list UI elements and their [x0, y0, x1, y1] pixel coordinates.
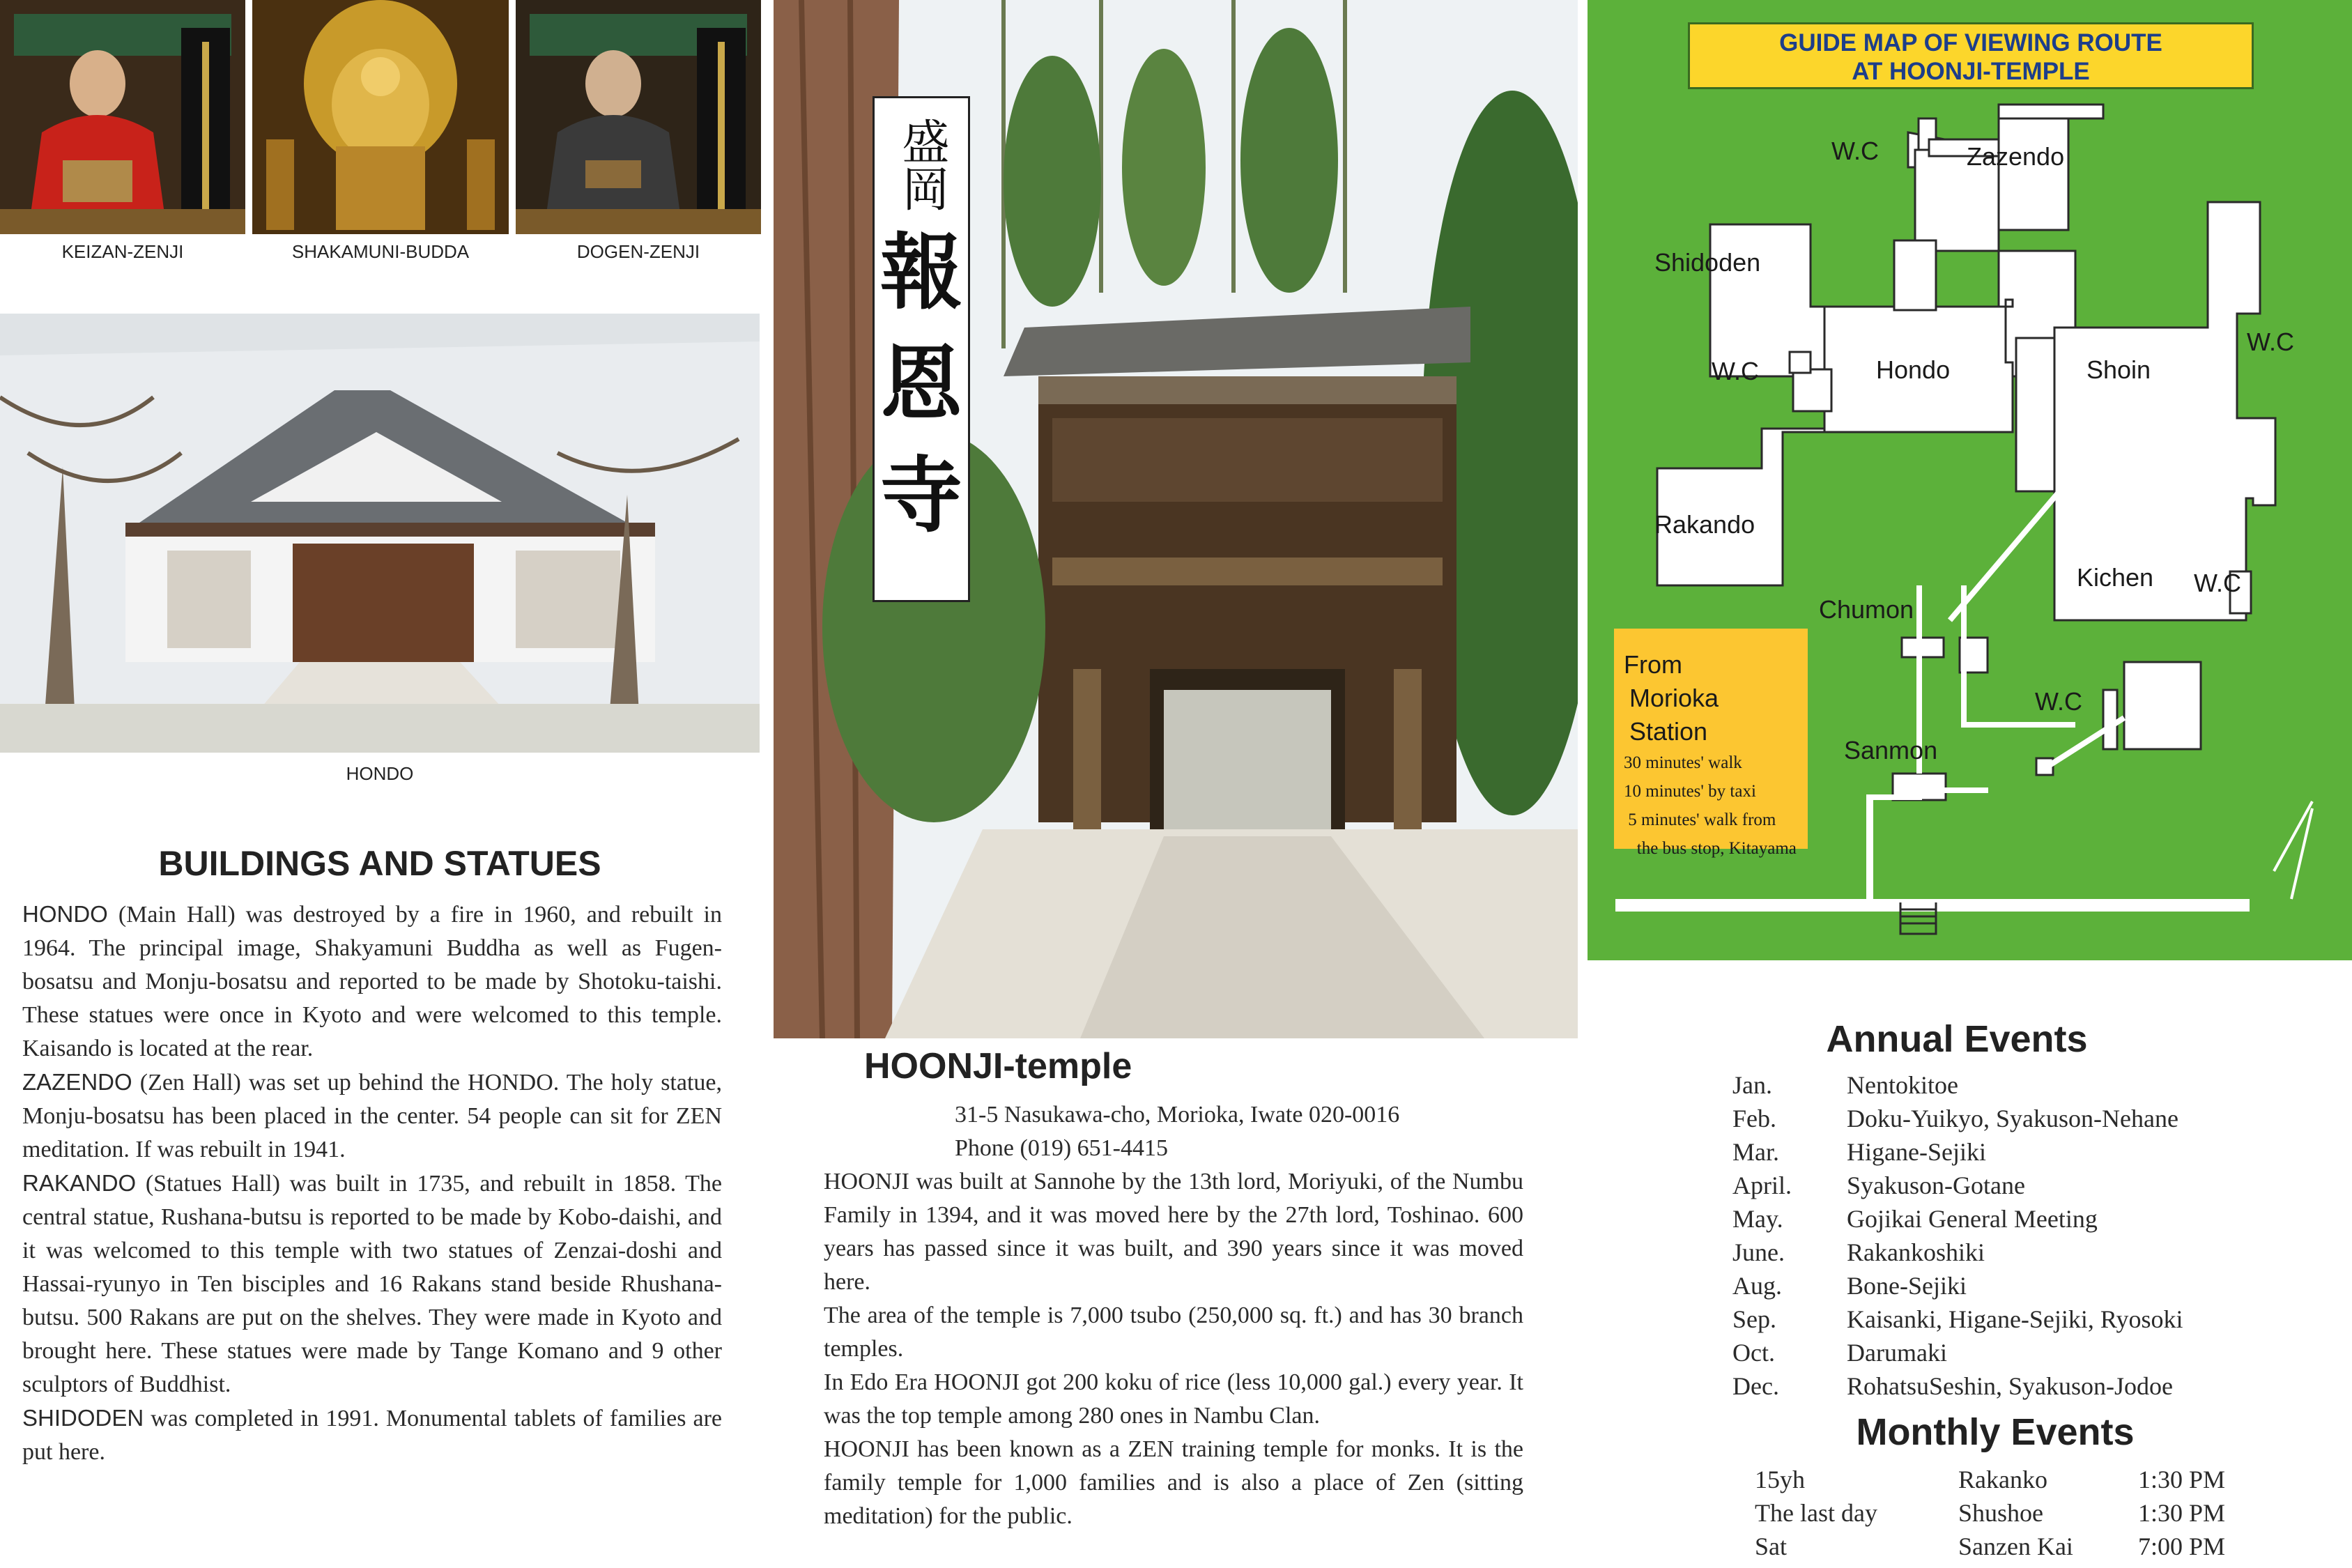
- statue-caption: SHAKAMUNI-BUDDA: [291, 241, 470, 262]
- event-row: Gojikai General Meeting: [1847, 1205, 2098, 1233]
- event-row: Feb.: [1732, 1105, 1776, 1132]
- map-label-kichen: Kichen: [2077, 563, 2154, 592]
- monthly-time: 1:30 PM: [2138, 1466, 2226, 1493]
- event-row: Syakuson-Gotane: [1847, 1171, 2025, 1199]
- event-row: RohatsuSeshin, Syakuson-Jodoe: [1847, 1372, 2173, 1400]
- temple-description: [824, 1165, 1523, 1533]
- monthly-time: 7:00 PM: [2138, 1532, 2226, 1560]
- term-hondo: HONDO: [22, 901, 108, 927]
- temple-phone: Phone (019) 651-4415: [955, 1135, 1168, 1161]
- monthly-event: Rakanko: [1958, 1466, 2047, 1493]
- statue-caption: KEIZAN-ZENJI: [61, 241, 184, 262]
- monthly-day: 15yh: [1755, 1466, 1805, 1493]
- hondo-photo: [0, 314, 760, 753]
- event-row: Bone-Sejiki: [1847, 1272, 1967, 1300]
- temple-name-sign: [873, 96, 970, 602]
- sign-city: 盛岡: [894, 117, 949, 212]
- map-label-rakando: Rakando: [1654, 510, 1755, 539]
- paragraph: In Edo Era HOONJI got 200 koku of rice (less 10,000 gal.) every year. It was the top temple among 280 ones in Nambu Clan.: [824, 1369, 1523, 1429]
- map-label-shidoden: Shidoden: [1654, 248, 1761, 277]
- paragraph-shidoden: SHIDODEN was completed in 1991. Monumental tablets of families are put here.: [22, 1405, 722, 1465]
- temple-title: HOONJI-temple: [864, 1046, 1132, 1086]
- event-row: Oct.: [1732, 1339, 1775, 1367]
- monthly-events-title: Monthly Events: [1856, 1411, 2135, 1453]
- map-label-wc: W.C: [1831, 137, 1879, 165]
- paragraph-rakando: RAKANDO (Statues Hall) was built in 1735, and rebuilt in 1858. The central statue, Rushana-butsu is reported to be made by Kobo-daishi, and it was welcomed to this temple with two statues of Zenzai-doshi and Hassai-ryunyo in Ten bisciples and 16 Rakans stand beside Rhushana-butsu. 500 Rakans are put on the shelves. They were made in Kyoto and brought here. These statues were made by Tange Komano and 9 other sculptors of Buddhist.: [22, 1170, 722, 1397]
- paragraph: HOONJI has been known as a ZEN training temple for monks. It is the family temple for 1,000 families and is also a place of Zen (sitting meditation) for the public.: [824, 1436, 1523, 1529]
- event-row: Dec.: [1732, 1372, 1779, 1400]
- statue-caption: DOGEN-ZENJI: [576, 241, 700, 262]
- event-row: June.: [1732, 1238, 1785, 1266]
- map-label-chumon: Chumon: [1819, 595, 1914, 624]
- map-label-sanmon: Sanmon: [1844, 736, 1938, 764]
- event-row: Sep.: [1732, 1305, 1776, 1333]
- monthly-day: Sat: [1755, 1532, 1788, 1560]
- monthly-events-list: [1755, 1465, 2326, 1565]
- access-heading: Morioka Station: [1629, 684, 1719, 746]
- statue-photo-keizan: [0, 0, 245, 234]
- sign-char-3: 寺: [879, 447, 962, 544]
- monthly-event: Shushoe: [1958, 1499, 2044, 1527]
- event-row: Kaisanki, Higane-Sejiki, Ryosoki: [1847, 1305, 2183, 1333]
- map-label-wc: W.C: [1712, 357, 1759, 385]
- event-row: Doku-Yuikyo, Syakuson-Nehane: [1847, 1105, 2178, 1132]
- paragraph-zazendo: ZAZENDO (Zen Hall) was set up behind the HONDO. The holy statue, Monju-bosatsu has been placed in the center. 54 people can sit for ZEN meditation. If was rebuilt in 1941.: [22, 1069, 722, 1162]
- term-zazendo: ZAZENDO: [22, 1069, 132, 1095]
- buildings-description: [22, 898, 722, 1469]
- annual-events-title: Annual Events: [1826, 1018, 2088, 1060]
- access-line: 30 minutes' walk: [1624, 753, 1742, 772]
- event-row: Jan.: [1732, 1071, 1772, 1099]
- map-label-hondo: Hondo: [1876, 355, 1951, 384]
- guide-map: [1588, 0, 2352, 960]
- term-rakando: RAKANDO: [22, 1170, 137, 1196]
- map-label-wc: W.C: [2035, 687, 2082, 716]
- map-label-zazendo: Zazendo: [1967, 142, 2065, 171]
- monthly-time: 1:30 PM: [2138, 1499, 2226, 1527]
- event-row: Darumaki: [1847, 1339, 1947, 1367]
- monthly-day: The last day: [1755, 1499, 1877, 1527]
- paragraph: The area of the temple is 7,000 tsubo (250,000 sq. ft.) and has 30 branch temples.: [824, 1302, 1523, 1362]
- access-line: 10 minutes' by taxi: [1624, 782, 1756, 801]
- sign-char-2: 恩: [879, 335, 962, 432]
- event-row: Higane-Sejiki: [1847, 1138, 1986, 1166]
- event-row: Nentokitoe: [1847, 1071, 1958, 1099]
- monthly-event: Sanzen Kai: [1958, 1532, 2073, 1560]
- access-line: 5 minutes' walk from: [1624, 810, 1776, 829]
- hondo-caption: HONDO: [346, 763, 414, 784]
- map-label-wc: W.C: [2194, 569, 2241, 597]
- paragraph-hondo: HONDO (Main Hall) was destroyed by a fire in 1960, and rebuilt in 1964. The principal image, Shakyamuni Buddha as well as Fugen-bosatsu and Monju-bosatsu and reported to be made by Shotoku-taishi. These statues were once in Kyoto and were welcomed to this temple. Kaisando is located at the rear.: [22, 901, 722, 1061]
- map-title: GUIDE MAP OF VIEWING ROUTE AT HOONJI-TEMPLE: [1688, 22, 2254, 89]
- term-shidoden: SHIDODEN: [22, 1405, 144, 1431]
- map-label-shoin: Shoin: [2086, 355, 2151, 384]
- access-line: the bus stop, Kitayama: [1624, 839, 1797, 858]
- map-label-wc: W.C: [2247, 328, 2294, 356]
- sign-char-1: 報: [879, 224, 962, 321]
- statue-photo-dogen: [516, 0, 761, 234]
- event-row: Mar.: [1732, 1138, 1779, 1166]
- event-row: May.: [1732, 1205, 1783, 1233]
- access-info-box: [1614, 629, 1808, 858]
- event-row: April.: [1732, 1171, 1792, 1199]
- event-row: Aug.: [1732, 1272, 1782, 1300]
- paragraph: HOONJI was built at Sannohe by the 13th lord, Moriyuki, of the Numbu Family in 1394, and it was moved here by the 27th lord, Toshinao. 600 years has passed since it was built, and 390 years since it was moved here.: [824, 1169, 1523, 1295]
- access-heading: From: [1624, 650, 1682, 679]
- section-title: BUILDINGS AND STATUES: [158, 844, 601, 883]
- event-row: Rakankoshiki: [1847, 1238, 1985, 1266]
- annual-events-list: [1732, 1070, 2332, 1405]
- statue-photo-shakamuni: [252, 0, 509, 234]
- temple-address: 31-5 Nasukawa-cho, Morioka, Iwate 020-0016: [955, 1102, 1400, 1128]
